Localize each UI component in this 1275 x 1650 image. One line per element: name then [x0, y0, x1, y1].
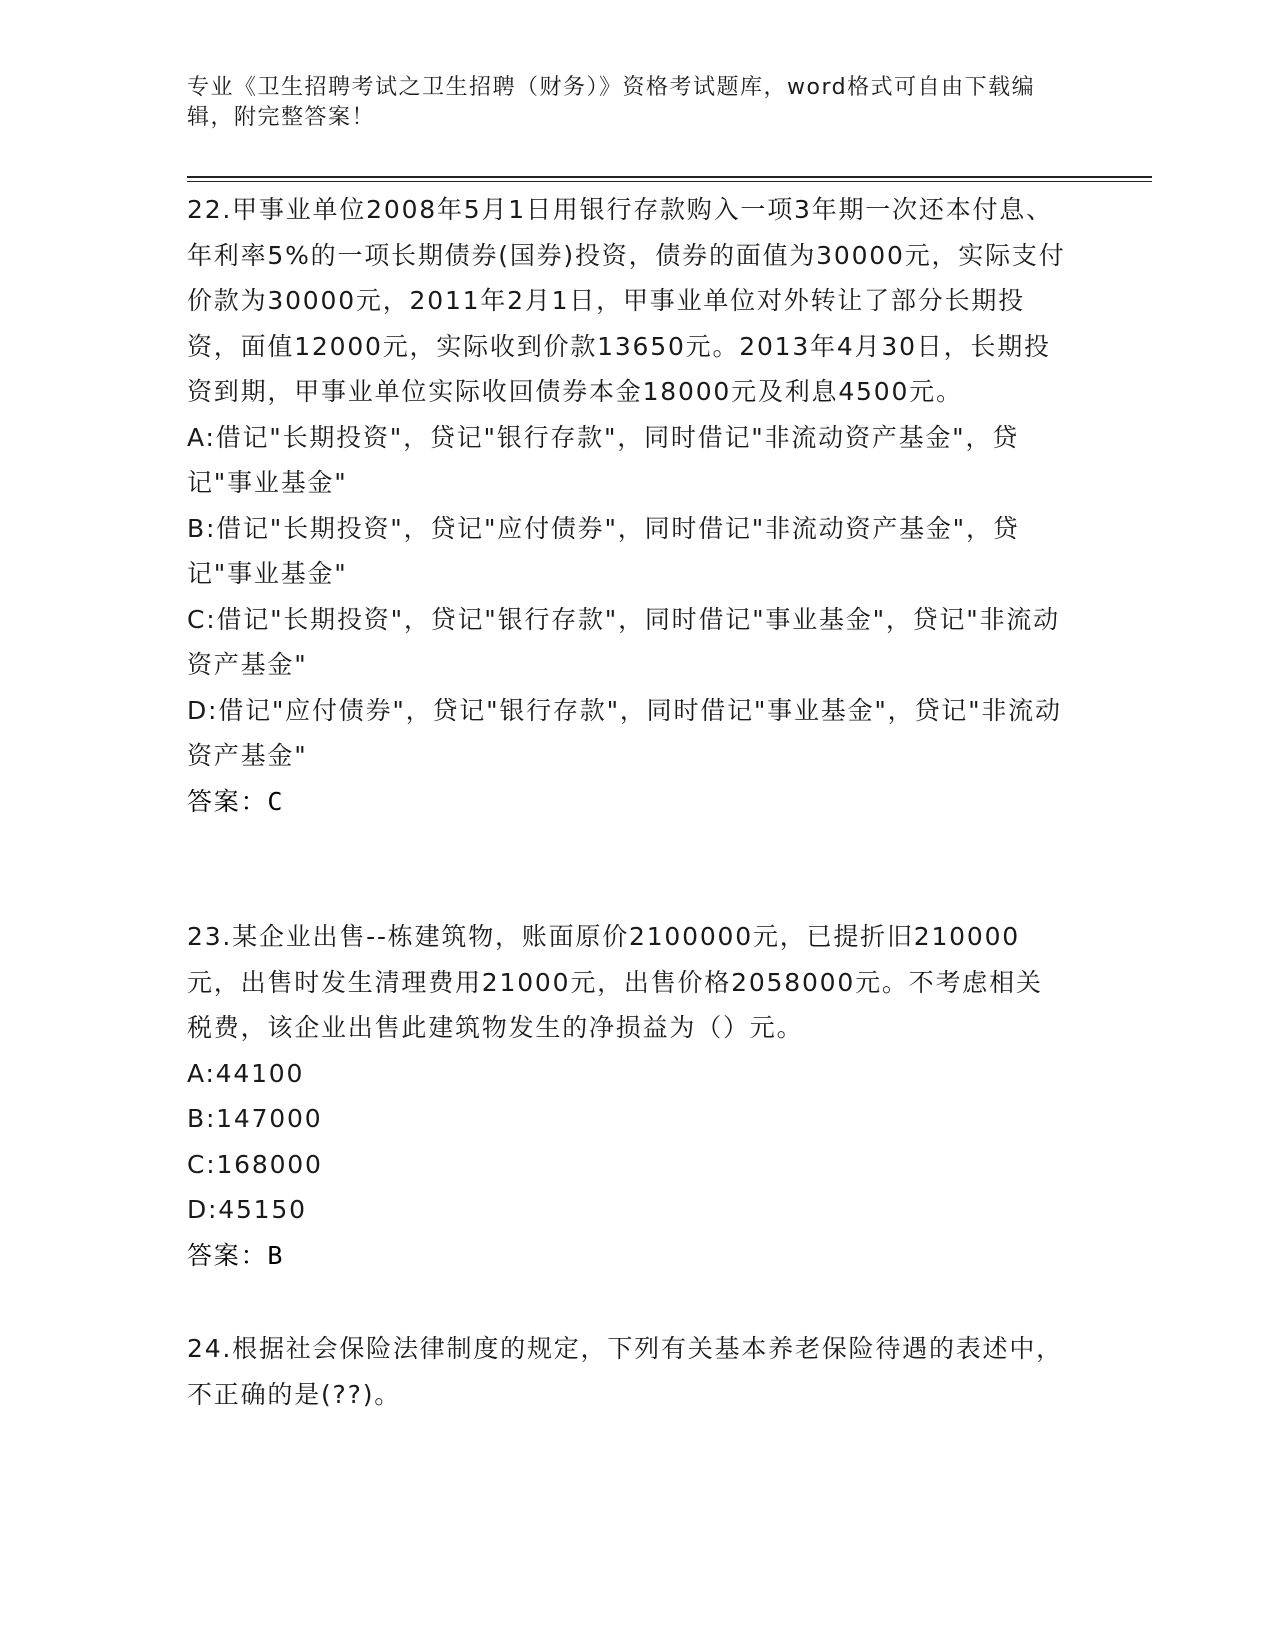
question-stem: 22.甲事业单位2008年5月1日用银行存款购入一项3年期一次还本付息、年利率5%的一项长期债券(国券)投资，债券的面值为30000元，实际支付价款为30000元，2011年2月1日，甲事业单位对外转让了部分长期投资，面值12000元，实际收到价款13650元。2013年4月30日，长期投资到期，甲事业单位实际收回债券本金18000元及利息4500元。 — [187, 195, 1066, 406]
option-c: C:借记"长期投资"，贷记"银行存款"，同时借记"事业基金"，贷记"非流动资产基金" — [187, 604, 1060, 679]
question-23 — [187, 914, 1067, 1278]
answer-label: 答案：B — [187, 1240, 285, 1270]
question-stem: 23.某企业出售--栋建筑物，账面原价2100000元，已提折旧210000元，出售时发生清理费用21000元，出售价格2058000元。不考虑相关税费，该企业出售此建筑物发生的净损益为（）元。 — [187, 922, 1043, 1042]
header-divider — [187, 176, 1152, 182]
option-b: B:借记"长期投资"，贷记"应付债券"，同时借记"非流动资产基金"，贷记"事业基金" — [187, 513, 1020, 588]
question-24 — [187, 1326, 1067, 1417]
option-d: D:借记"应付债券"，贷记"银行存款"，同时借记"事业基金"，贷记"非流动资产基金" — [187, 695, 1062, 770]
option-a: A:44100 — [187, 1058, 305, 1088]
option-b: B:147000 — [187, 1104, 323, 1133]
option-a: A:借记"长期投资"，贷记"银行存款"，同时借记"非流动资产基金"，贷记"事业基金" — [187, 422, 1020, 497]
answer-label: 答案：C — [187, 786, 285, 816]
option-d: D:45150 — [187, 1195, 307, 1224]
document-header: 专业《卫生招聘考试之卫生招聘（财务）》资格考试题库，word格式可自由下载编辑，附完整答案！ — [187, 75, 1036, 130]
option-c: C:168000 — [187, 1149, 323, 1179]
question-stem: 24.根据社会保险法律制度的规定，下列有关基本养老保险待遇的表述中，不正确的是(??)。 — [187, 1334, 1063, 1409]
question-22 — [187, 187, 1067, 824]
